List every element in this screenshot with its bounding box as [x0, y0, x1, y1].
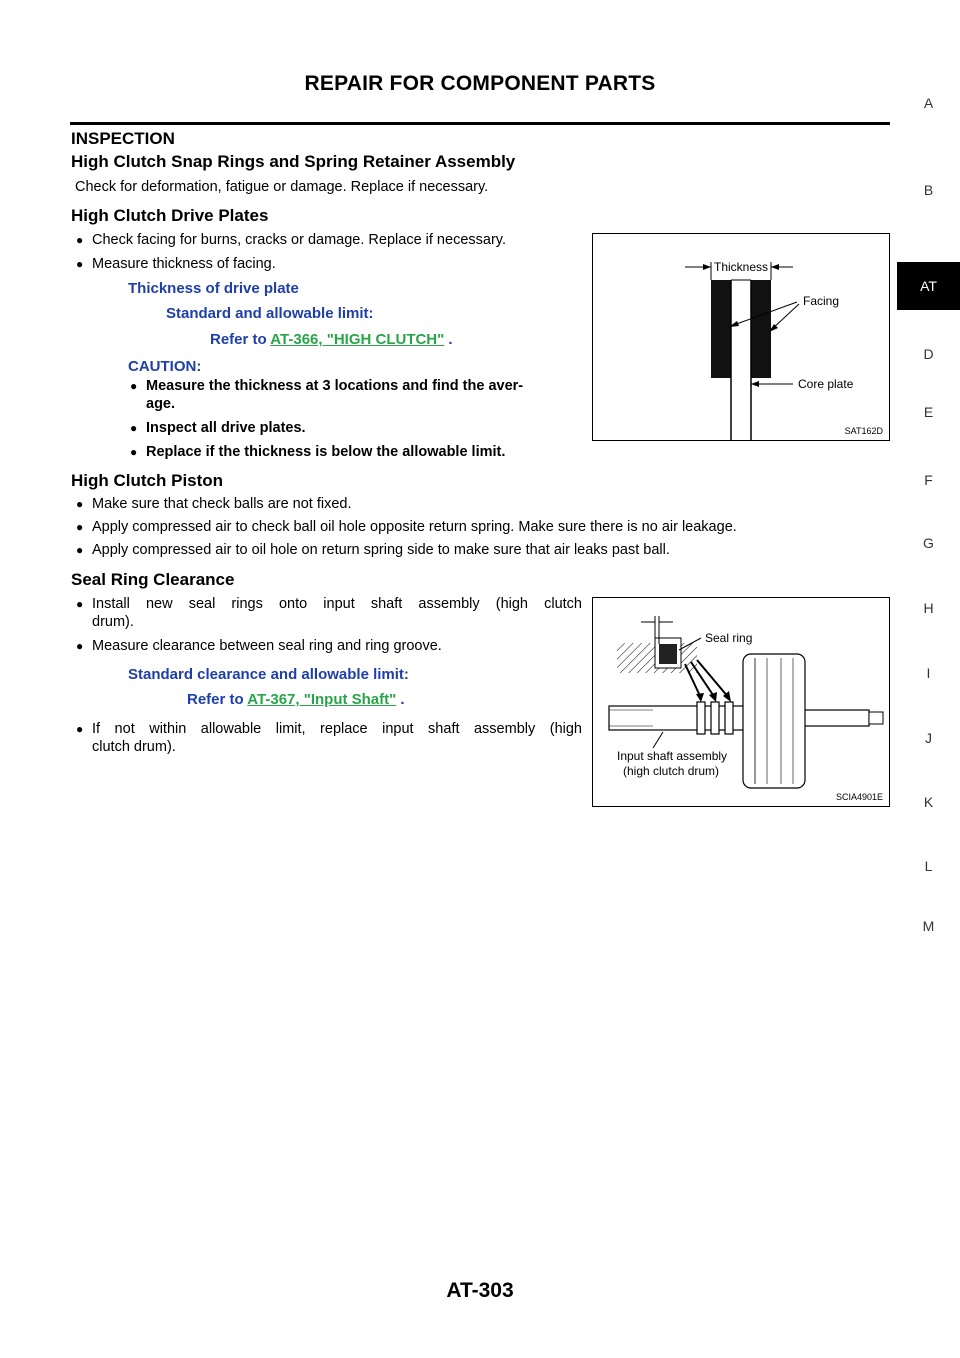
list-item: ● Check facing for burns, cracks or damage. Replace if necessary.: [76, 232, 506, 248]
clutch-drum: [743, 654, 805, 788]
header-rule: [70, 122, 890, 125]
label-thickness: Thickness: [714, 260, 769, 274]
spec-subtitle: Standard and allowable limit:: [166, 305, 374, 322]
list-item-continued: drum).: [92, 614, 134, 630]
drive-plate-diagram: [593, 234, 889, 440]
subsection-heading-snap-rings: High Clutch Snap Rings and Spring Retainer Assembly: [71, 152, 516, 171]
caution-item: ● Replace if the thickness is below the allowable limit.: [130, 444, 506, 460]
subsection-heading-drive-plates: High Clutch Drive Plates: [71, 206, 269, 225]
figure-id: SCIA4901E: [835, 792, 883, 802]
side-index-b[interactable]: B: [923, 182, 934, 198]
label-assembly-line-2: (high clutch drum): [623, 764, 720, 778]
seal-ring-section: [659, 644, 677, 664]
list-item: ● Make sure that check balls are not fixed.: [76, 496, 352, 512]
reference-link-high-clutch[interactable]: AT-366, "HIGH CLUTCH": [270, 331, 445, 348]
spec-title: Thickness of drive plate: [128, 280, 299, 297]
reference-link-input-shaft[interactable]: AT-367, "Input Shaft": [247, 691, 397, 708]
bullet-icon: ●: [76, 639, 84, 653]
caution-title: CAUTION:: [128, 358, 202, 375]
spec-reference: Refer to AT-367, "Input Shaft" .: [187, 691, 405, 708]
label-core-plate: Core plate: [798, 377, 854, 391]
label-seal-ring: Seal ring: [705, 631, 753, 645]
bullet-icon: ●: [76, 543, 84, 557]
side-index-at-tab[interactable]: [897, 262, 960, 310]
label-facing: Facing: [803, 294, 840, 308]
spec-reference: Refer to AT-366, "HIGH CLUTCH" .: [210, 331, 453, 348]
list-item: ● Install new seal rings onto input shaft assembly (high clutch: [76, 596, 582, 612]
side-index-i[interactable]: I: [926, 665, 931, 681]
figure-id: SAT162D: [844, 426, 883, 436]
list-item: ● Measure clearance between seal ring and ring groove.: [76, 638, 442, 654]
page-number: AT-303: [446, 1279, 514, 1302]
bullet-icon: ●: [76, 257, 84, 271]
seal-ring-figure: [592, 597, 890, 807]
list-item: ● Apply compressed air to oil hole on return spring side to make sure that air leaks past ball.: [76, 542, 670, 558]
bullet-icon: ●: [76, 233, 84, 247]
bullet-icon: ●: [130, 379, 138, 393]
list-item: ● Measure thickness of facing.: [76, 256, 276, 272]
side-index-j[interactable]: J: [925, 730, 932, 746]
caution-item: ● Measure the thickness at 3 locations and find the aver-: [130, 378, 524, 394]
seal-ring-diagram: [593, 598, 889, 806]
side-index-h[interactable]: H: [923, 600, 934, 616]
spec-title: Standard clearance and allowable limit:: [128, 666, 409, 683]
side-index-m[interactable]: M: [922, 918, 935, 934]
side-index-g[interactable]: G: [923, 535, 934, 551]
bullet-icon: ●: [76, 722, 84, 736]
side-index-k[interactable]: K: [923, 794, 934, 810]
label-assembly-line-1: Input shaft assembly: [617, 749, 728, 763]
caution-item: ● Inspect all drive plates.: [130, 420, 306, 436]
side-index-at: AT: [920, 278, 937, 294]
bullet-icon: ●: [130, 445, 138, 459]
facing-right: [751, 280, 771, 378]
bullet-icon: ●: [130, 421, 138, 435]
side-index-l[interactable]: L: [924, 858, 933, 874]
drive-plate-figure: [592, 233, 890, 441]
bullet-icon: ●: [76, 497, 84, 511]
bullet-icon: ●: [76, 597, 84, 611]
side-index-f[interactable]: F: [924, 472, 933, 488]
page-title: REPAIR FOR COMPONENT PARTS: [304, 72, 656, 95]
subsection-heading-seal-ring: Seal Ring Clearance: [71, 570, 235, 589]
side-index-a[interactable]: A: [923, 95, 934, 111]
list-item: ● Apply compressed air to check ball oil hole opposite return spring. Make sure there is no air leakage.: [76, 519, 737, 535]
side-index-e[interactable]: E: [923, 404, 934, 420]
facing-left: [711, 280, 731, 378]
list-item: ● If not within allowable limit, replace input shaft assembly (high: [76, 721, 582, 737]
bullet-icon: ●: [76, 520, 84, 534]
snap-rings-text: Check for deformation, fatigue or damage. Replace if necessary.: [75, 179, 489, 195]
list-item-continued: clutch drum).: [92, 739, 176, 755]
section-heading: INSPECTION: [71, 129, 175, 148]
subsection-heading-piston: High Clutch Piston: [71, 471, 224, 490]
side-index-d[interactable]: D: [923, 346, 934, 362]
caution-item-continued: age.: [146, 396, 176, 412]
